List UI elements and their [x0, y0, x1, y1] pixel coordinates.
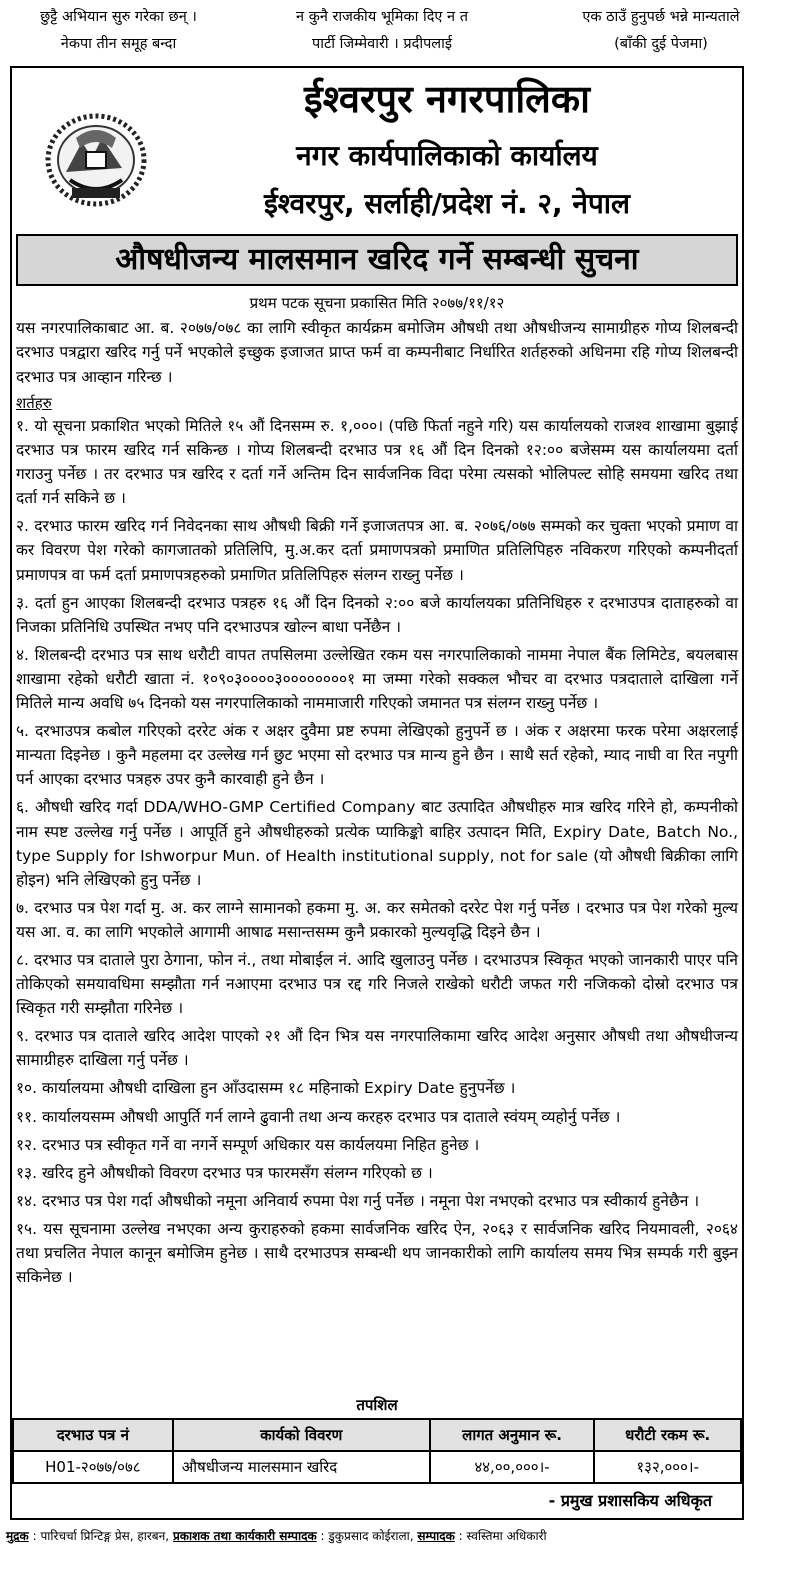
term-item: ८. दरभाउ पत्र दाताले पुरा ठेगाना, फोन नं., तथा मोबाईल नं. आदि खुलाउनु पर्नेछ । दरभाउपत्र स्विकृत भएको जानकारी पाएर पनि तोकिएको समयावधिमा सम्झौता गर्न नआएमा दरभाउ पत्र रद्द गरि निजले राखेको धरौटी जफत गरी नजिकको दोस्रो दरभाउ पत्र स्विकृत गरी सम्झौता गरिनेछ । — [16, 950, 738, 1018]
publisher-label: प्रकाशक तथा कार्यकारी सम्पादक — [172, 1529, 317, 1543]
printer-label: मुद्रक — [6, 1529, 29, 1543]
table-header-row — [13, 1419, 741, 1451]
column-header: दरभाउ पत्र नं — [13, 1419, 173, 1451]
term-item: ७. दरभाउ पत्र पेश गर्दा मु. अ. कर लाग्ने सामानको हकमा मु. अ. कर समेतको दररेट पेश गर्नु पर्नेछ । दरभाउ पत्र पेश गरेको मुल्य यस आ. व. का लागि भएकोले आगामी आषाढ मसान्तसम्म कुनै प्रकारको मुल्यवृद्धि दिइने छैन । — [16, 898, 738, 941]
continuation-column-2 — [262, 4, 502, 58]
estimated-cost-cell: ४४,००,०००।- — [430, 1451, 595, 1483]
term-item: १५. यस सूचनामा उल्लेख नभएका अन्य कुराहरुको हकमा सार्वजनिक खरिद ऐन, २०६३ र सार्वजनिक खरिद नियमावली, २०६४ तथा प्रचलित नेपाल कानून बमोजिम हुनेछ । साथै दरभाउपत्र सम्बन्धी थप जानकारीको लागि कार्यालय समय भित्र सम्पर्क गरी बुझ्न सकिनेछ । — [16, 1219, 738, 1287]
continuation-column-3 — [530, 4, 792, 58]
printer-value: : पारिचर्चा प्रिन्टिङ्ग प्रेस, हारबन, — [32, 1529, 170, 1543]
editor-label: सम्पादक — [417, 1529, 455, 1543]
continuation-line: छुट्टै अभियान सुरु गरेका छन् । — [40, 9, 197, 25]
municipality-name: ईश्वरपुर नगरपालिका — [304, 77, 590, 121]
publisher-value: : डुकुप्रसाद कोईराला, — [320, 1529, 414, 1543]
term-item: ४. शिलबन्दी दरभाउ पत्र साथ धरौटी वापत तपसिलमा उल्लेखित रकम यस नगरपालिकाको नाममा नेपाल बैंक लिमिटेड, बयलबास शाखामा रहेको धरौटी खाता नं. १०९०३००००३००००००००१ मा जम्मा गरेको सक्कल भौचर वा दरभाउ पत्रदाताले दाखिला गर्ने मितिले मान्य अवधि ७५ दिनको यस नगरपालिकाको नाममाजारी गरिएको जमानत पत्र संलग्न राख्नु पर्नेछ । — [16, 645, 738, 713]
notice-title: औषधीजन्य मालसमान खरिद गर्ने सम्बन्धी सुचना — [16, 234, 738, 286]
column-header: कार्यको विवरण — [173, 1419, 430, 1451]
term-item: १०. कार्यालयमा औषधी दाखिला हुन आँउदासम्म १८ महिनाको Expiry Date हुनुपर्नेछ । — [16, 1079, 516, 1098]
table-row — [13, 1451, 741, 1483]
work-description-cell: औषधीजन्य मालसमान खरिद — [173, 1451, 430, 1483]
bid-number-cell: H01-२०७७/०७८ — [13, 1451, 173, 1483]
term-item: १४. दरभाउ पत्र पेश गर्दा औषधीको नमूना अनिवार्य रुपमा पेश गर्नु पर्नेछ । नमूना पेश नभएको दरभाउ पत्र स्वीकार्य हुनेछैन । — [16, 1191, 700, 1210]
continuation-line: नेकपा तीन समूह बन्दा — [60, 36, 177, 52]
imprint-footer — [0, 1527, 798, 1545]
publish-date: प्रथम पटक सूचना प्रकासित मिति २०७७/११/१२ — [249, 294, 505, 312]
continuation-line: एक ठाउँ हुनुपर्छ भन्ने मान्यताले — [582, 9, 740, 25]
continuation-line: पार्टी जिम्मेवारी । प्रदीपलाई — [311, 36, 453, 52]
nepal-emblem-icon — [42, 108, 150, 210]
term-item: २. दरभाउ फारम खरिद गर्न निवेदनका साथ औषधी बिक्री गर्ने इजाजतपत्र आ. ब. २०७६/०७७ सम्मको कर चुक्ता भएको प्रमाण वा कर विवरण पेश गरेको कागजातको प्रतिलिपि, मु.अ.कर दर्ता प्रमाणपत्रको प्रमाणित प्रतिलिपिहरु नविकरण गरिएको कम्पनीदर्ता प्रमाणपत्र वा फर्म दर्ता प्रमाणपत्रहरुको प्रमाणित प्रतिलिपिहरु संलग्न राख्नु पर्नेछ । — [16, 517, 738, 584]
signatory: - प्रमुख प्रशासकिय अधिकृत — [548, 1491, 712, 1510]
column-header: लागत अनुमान रू. — [430, 1419, 595, 1451]
previous-page-continuation — [0, 0, 798, 60]
schedule-table — [12, 1418, 742, 1484]
term-item: १३. खरिद हुने औषधीको विवरण दरभाउ पत्र फारमसँग संलग्न गरिएको छ । — [16, 1163, 433, 1182]
schedule-heading: तपशिल — [356, 1396, 398, 1414]
terms-list — [16, 414, 738, 1293]
term-item: ५. दरभाउपत्र कबोल गरिएको दररेट अंक र अक्षर दुवैमा प्रष्ट रुपमा लेखिएको हुनुपर्ने छ । अंक र अक्षरमा फरक परेमा अक्षरलाई मान्यता दिइनेछ । कुनै महलमा दर उल्लेख गर्न छुट भएमा सो दरभाउ पत्र मान्य हुने छैन । साथै सर्त रहेको, म्याद नाघी वा रित नपुगी पर्न आएका दरभाउ पत्रहरु उपर कुनै कारवाही हुने छैन । — [16, 722, 738, 789]
column-header: धरौटी रकम रू. — [594, 1419, 741, 1451]
term-item: १२. दरभाउ पत्र स्वीकृत गर्ने वा नगर्ने सम्पूर्ण अधिकार यस कार्यलयमा निहित हुनेछ । — [16, 1135, 480, 1154]
terms-heading: शर्तहरु — [16, 394, 52, 412]
deposit-amount-cell: १३२,०००।- — [594, 1451, 741, 1483]
office-name: नगर कार्यपालिकाको कार्यालय — [296, 139, 598, 172]
continuation-line: (बाँकी दुई पेजमा) — [614, 36, 708, 52]
intro-paragraph: यस नगरपालिकाबाट आ. ब. २०७७/०७८ का लागि स्वीकृत कार्यक्रम बमोजिम औषधी तथा औषधीजन्य सामाग्रीहरु गोप्य शिलबन्दी दरभाउ पत्रद्वारा खरिद गर्नु पर्ने भएकोले इच्छुक इजाजत प्राप्त फर्म वा कम्पनीबाट निर्धारित शर्तहरुको अधिनमा रहि गोप्य शिलबन्दी दरभाउ पत्र आव्हान गरिन्छ । — [16, 319, 738, 386]
public-notice — [10, 66, 744, 1520]
continuation-line: न कुनै राजकीय भूमिका दिए न त — [296, 9, 468, 25]
office-address: ईश्वरपुर, सर्लाही/प्रदेश नं. २, नेपाल — [263, 187, 631, 220]
continuation-column-1 — [6, 4, 231, 58]
term-item: ६. औषधी खरिद गर्दा DDA/WHO-GMP Certified Company बाट उत्पादित औषधीहरु मात्र खरिद गरिने हो, कम्पनीको नाम स्पष्ट उल्लेख गर्नु पर्नेछ । आपूर्ति हुने औषधीहरुको प्रत्येक प्याकिङ्को बाहिर उत्पादन मिति, Expiry Date, Batch No., type Supply for Ishworpur Mun. of Health institutional supply, not for sale (यो औषधी बिक्रीका लागि होइन) भनि लेखिएको हुनु पर्नेछ । — [16, 798, 738, 889]
editor-value: : स्वस्तिमा अधिकारी — [458, 1529, 547, 1543]
term-item: ३. दर्ता हुन आएका शिलबन्दी दरभाउ पत्रहरु १६ औं दिन दिनको २:०० बजे कार्यालयका प्रतिनिधिहरु र दरभाउपत्र दाताहरुको वा निजका प्रतिनिधि उपस्थित नभए पनि दरभाउपत्र खोल्न बाधा पर्नेछैन । — [16, 593, 738, 636]
term-item: १. यो सूचना प्रकाशित भएको मितिले १५ औं दिनसम्म रु. १,०००। (पछि फिर्ता नहुने गरि) यस कार्यालयको राजश्व शाखामा बुझाई दरभाउ पत्र फारम खरिद गर्न सकिन्छ । गोप्य शिलबन्दी दरभाउ पत्र १६ औं दिन दिनको १२:०० बजेसम्म यस कार्यालयमा दर्ता गराउनु पर्नेछ । तर दरभाउ पत्र खरिद र दर्ता गर्ने अन्तिम दिन सार्वजनिक विदा परेमा त्यसको भोलिपल्ट सोहि समयमा खरिद तथा दर्ता गर्न सकिने छ । — [16, 417, 738, 508]
term-item: ९. दरभाउ पत्र दाताले खरिद आदेश पाएको २१ औं दिन भित्र यस नगरपालिकामा खरिद आदेश अनुसार औषधी तथा औषधीजन्य सामाग्रीहरु दाखिला गर्नु पर्नेछ । — [16, 1027, 738, 1070]
term-item: ११. कार्यालयसम्म औषधी आपुर्ति गर्न लाग्ने ढुवानी तथा अन्य करहरु दरभाउ पत्र दाताले स्वंयम् व्यहोर्नु पर्नेछ । — [16, 1107, 621, 1126]
